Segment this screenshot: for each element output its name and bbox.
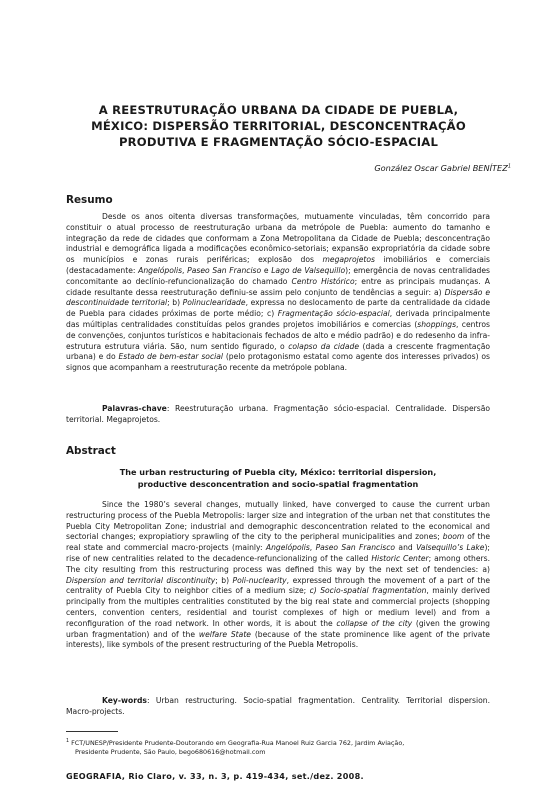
footnote-mark: 1 [66, 739, 70, 744]
keywords-text: : Reestruturação urbana. Fragmentação sócio-espacial. Centralidade. Dispersão territorial. Megaprojetos. [66, 404, 490, 424]
footnote [66, 737, 496, 758]
title-line: MÉXICO: DISPERSÃO TERRITORIAL, DESCONCENTRAÇÃO [91, 119, 466, 133]
abstract-subtitle [66, 467, 490, 490]
italic-text-segment: Angelópolis [265, 543, 310, 553]
abstract-keywords [66, 696, 490, 718]
italic-text-segment: c) Socio-spatial fragmentation [309, 586, 427, 596]
text-segment: (because of the state prominence like agent of the private interests), like symbols of the present restructuring of the Puebla Metropolis. [66, 629, 490, 650]
text-segment: (given the growing urban fragmentation) and of the [66, 618, 491, 639]
author-name: González Oscar Gabriel BENÍTEZ [374, 163, 508, 173]
abstract-paragraph [66, 500, 490, 651]
keywords-text: : Urban restructuring. Socio-spatial fragmentation. Centrality. Territorial dispersion. Macro-projects. [66, 696, 490, 716]
italic-text-segment: Poli-nuclearity [232, 575, 287, 585]
text-segment: , expressed through the movement of a part of the centrality of Puebla City to neighbor cities of a medium size; [66, 575, 491, 596]
resumo-paragraph [66, 212, 490, 374]
italic-text-segment: collapse of the city [336, 618, 413, 628]
italic-text-segment: boom [442, 532, 465, 542]
subtitle-line: productive desconcentration and socio-spatial fragmentation [137, 478, 419, 489]
text-segment: , [309, 543, 316, 553]
italic-text-segment: Paseo San Francisco [315, 543, 396, 553]
italic-text-segment: Fragmentação sócio-espacial [277, 309, 390, 319]
subtitle-line: The urban restructuring of Puebla city, México: territorial dispersion, [119, 467, 437, 477]
article-title [60, 102, 497, 150]
text-segment: Desde os anos oitenta diversas transformações, mutuamente vinculadas, têm concorrido para constituir o atual processo de reestruturação urbana da metrópole de Puebla: aumento do tamanho e integração da rede de cidades que conformam a Zona Metropolitana da Cidade de Puebla; desconcentração industrial e demográfica ligada a modificações econômico-setoriais; expansão expropriatória da cidade sobre os municípios e zonas rurais periféricas; explosão dos [66, 212, 490, 265]
journal-citation: GEOGRAFIA, Rio Claro, v. 33, n. 3, p. 419-434, set./dez. 2008. [66, 771, 364, 781]
text-segment: , centros de convenções, conjuntos turísticos e habitacionais fechados de alto e médio padrão) e do redesenho da infra-estrutura estrutura viária. São, num sentido figurado, o [66, 319, 490, 351]
italic-text-segment: shoppings [417, 319, 457, 329]
text-segment: and [395, 543, 417, 553]
italic-text-segment: Angelópolis [138, 265, 183, 275]
text-segment: of the real state and commercial macro-projects (mainly: [66, 532, 491, 553]
keywords-label: Key-words [102, 696, 147, 705]
title-line: PRODUTIVA E FRAGMENTAÇÃO SÓCIO-ESPACIAL [118, 135, 439, 149]
text-segment: , derivada principalmente das múltiplas centralidades constituídas pelos grandes projetos imobiliários e comercias ( [66, 309, 490, 329]
italic-text-segment: colapso da cidade [288, 341, 360, 351]
italic-text-segment: Polinuclearidade [182, 298, 246, 308]
text-segment: e [261, 265, 272, 275]
italic-text-segment: megaprojetos [322, 255, 375, 265]
author-line [374, 163, 511, 173]
text-segment: ; among others. The city resulting from this restructuring process was defined this way by the next set of tendencies: a) [66, 553, 490, 574]
italic-text-segment: Lago de Valsequillo [271, 265, 346, 275]
text-segment: ; b) [167, 298, 183, 308]
footnote-line: FCT/UNESP/Presidente Prudente-Doutorando em Geografia-Rua Manoel Ruiz Garcia 762, Jardim Aviação, [69, 739, 405, 748]
text-segment: ; b) [215, 575, 233, 585]
text-segment: ); rise of new centralities related to the decadence-refuncionalizing of the called [66, 543, 490, 563]
italic-text-segment: Historic Center [371, 553, 429, 563]
footnote-divider [66, 731, 118, 732]
italic-text-segment: welfare State [198, 629, 251, 639]
text-segment: Since the 1980’s several changes, mutually linked, have converged to cause the current urban restructuring process of the Puebla Metropolis: larger size and integration of the urban net that constitutes the Puebla City Metropolitan Zone; industrial and demographic desconcentration related to the economical and sectorial changes; expropiatiory sprawling of the city to the peripheral municipalities and zones; [66, 500, 490, 542]
italic-text-segment: Valsequillo’s Lake [416, 543, 485, 553]
text-segment: , expressa no deslocamento de parte da centralidade da cidade de Puebla para cidades próximas de porte médio; c) [66, 298, 490, 319]
text-segment: imobiliários e comerciais (destacadamente: [66, 255, 491, 275]
italic-text-segment: Dispersão e descontinuidade territorial [66, 287, 491, 308]
text-segment: (dada a crescente fragmentação urbana) e do [66, 341, 490, 362]
author-note-mark: 1 [507, 163, 511, 170]
resumo-keywords [66, 404, 490, 426]
text-segment: , mainly derived principally from the multiples centralities constituted by the big real state and commercial projects (shopping centers, convention centers, residential and tourist complexes of high or medium level) and from a reconfiguration of the road network. In other words, it is about the [66, 586, 490, 628]
keywords-label: Palavras-chave [102, 404, 167, 413]
italic-text-segment: Estado de bem-estar social [118, 352, 223, 362]
text-segment: ; entre as principais mudanças. A cidade resultante dessa reestruturação definiu-se assim pelo conjunto de tendências a seguir: a) [66, 276, 490, 297]
abstract-heading: Abstract [66, 445, 116, 457]
text-segment: , [182, 265, 188, 275]
italic-text-segment: Paseo San Franciso [187, 265, 262, 275]
footnote-line: Presidente Prudente, São Paulo, bego680616@hotmail.com [75, 748, 266, 757]
italic-text-segment: Dispersion and territorial discontinuity [66, 575, 216, 585]
resumo-heading: Resumo [66, 194, 113, 206]
title-line: A REESTRUTURAÇÃO URBANA DA CIDADE DE PUEBLA, [98, 103, 459, 117]
text-segment: ); emergência de novas centralidades concomitante ao declínio-refuncionalização do chamado [66, 265, 490, 286]
text-segment: (pelo protagonismo estatal como agente dos interesses privados) os signos que acompanham a reestruturação recente da metrópole poblana. [66, 352, 490, 373]
italic-text-segment: Centro Histórico [291, 276, 355, 286]
